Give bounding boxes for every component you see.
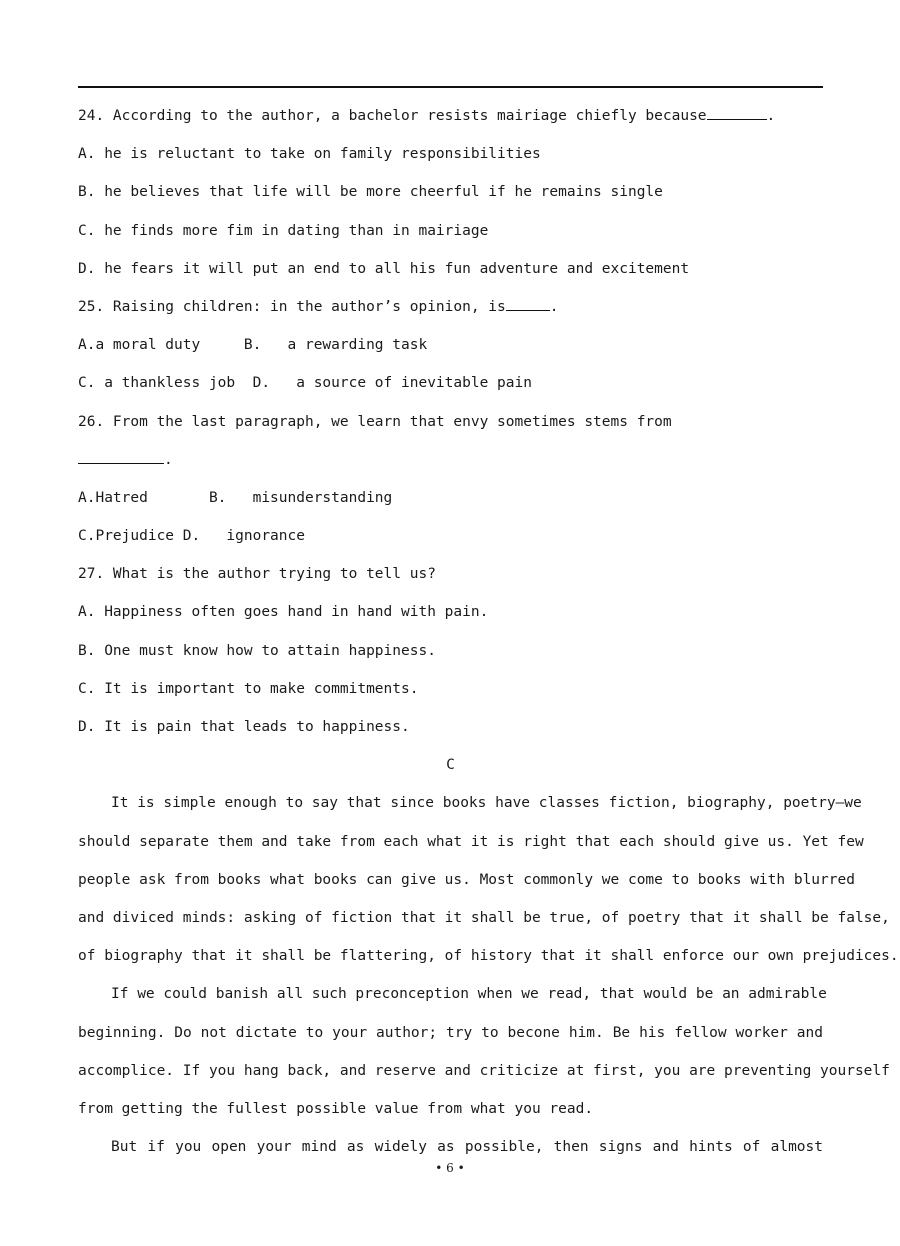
question-27-option-c: C. It is important to make commitments. <box>78 680 419 697</box>
passage-line: If we could banish all such preconception when we read, that would be an admirable <box>111 986 827 1003</box>
answer-blank <box>707 104 767 120</box>
question-26-options-cd: C.Prejudice D. ignorance <box>78 528 305 545</box>
passage-line: should separate them and take from each what it is right that each should give us. Yet few <box>78 833 864 850</box>
question-27-option-b: B. One must know how to attain happiness. <box>78 642 436 659</box>
answer-blank <box>78 448 164 464</box>
passage-line: It is simple enough to say that since books have classes fiction, biography, poetry—we <box>111 795 862 812</box>
passage-line: But if you open your mind as widely as possible, then signs and hints of almost <box>111 1139 823 1156</box>
question-27-option-d: D. It is pain that leads to happiness. <box>78 719 410 735</box>
question-25-stem: 25. Raising children: in the author’s opinion, is . <box>78 288 823 326</box>
page-number: • 6 • <box>435 1161 465 1175</box>
passage-line: and diviced minds: asking of fiction that it shall be true, of poetry that it shall be false, <box>78 909 890 926</box>
question-24-option-b: B. he believes that life will be more cheerful if he remains single <box>78 184 663 201</box>
question-24-stem: 24. According to the author, a bachelor resists mairiage chiefly because . <box>78 97 823 135</box>
passage-line: from getting the fullest possible value from what you read. <box>78 1100 594 1117</box>
question-24-option-d: D. he fears it will put an end to all his fun adventure and excitement <box>78 260 690 277</box>
question-26-options-ab: A.Hatred B. misunderstanding <box>78 489 393 506</box>
question-26-blank-line: . <box>78 441 823 479</box>
answer-blank <box>506 295 550 311</box>
question-26-stem: 26. From the last paragraph, we learn that envy sometimes stems from <box>78 413 672 430</box>
question-24-option-c: C. he finds more fim in dating than in mairiage <box>78 222 489 239</box>
passage-line: accomplice. If you hang back, and reserve and criticize at first, you are preventing yourself <box>78 1062 890 1079</box>
question-24-option-a: A. he is reluctant to take on family responsibilities <box>78 146 541 163</box>
question-27-stem: 27. What is the author trying to tell us? <box>78 566 436 583</box>
passage-line: beginning. Do not dictate to your author; try to becone him. Be his fellow worker and <box>78 1024 823 1041</box>
question-25-options-cd: C. a thankless job D. a source of inevitable pain <box>78 375 532 392</box>
passage-line: of biography that it shall be flattering, of history that it shall enforce our own prejudices. <box>78 948 899 965</box>
question-27-option-a: A. Happiness often goes hand in hand with pain. <box>78 604 489 621</box>
passage-section-label: C <box>446 757 455 774</box>
passage-line: people ask from books what books can give us. Most commonly we come to books with blurred <box>78 871 855 888</box>
page-content <box>78 97 899 1166</box>
question-25-options-ab: A.a moral duty B. a rewarding task <box>78 337 428 354</box>
header-rule <box>78 86 823 88</box>
